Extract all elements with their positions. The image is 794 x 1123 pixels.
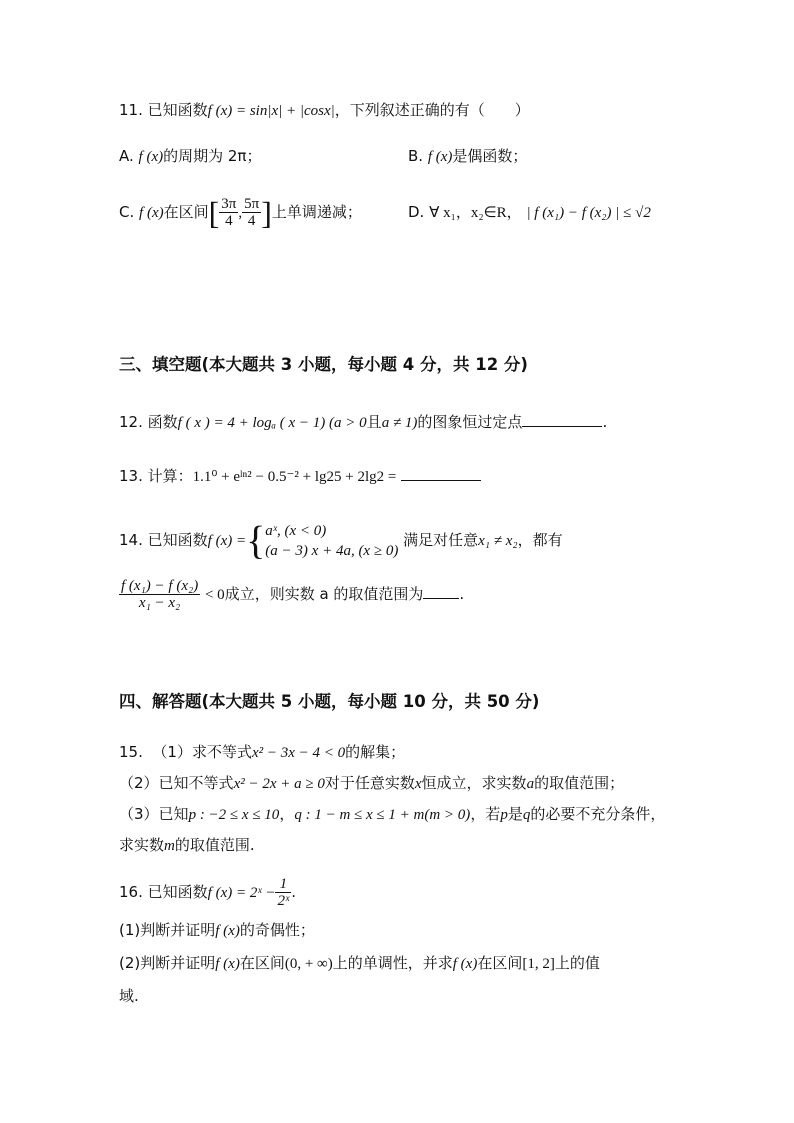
q16-pre: 已知函数 (147, 883, 208, 901)
q16-p2-post: 上的值 (554, 954, 600, 972)
q11-option-a (119, 146, 261, 167)
q11-function: f (x) = sin|x| + |cosx| (207, 103, 335, 119)
q14-frac-num: f (x₁) − f (x₂) (121, 578, 199, 594)
q16-p2-mid3: 在区间 (477, 954, 523, 972)
option-c-text1: 在区间 (163, 203, 209, 221)
q12-cond: a ≠ 1) (381, 415, 418, 431)
q15-part1 (119, 742, 405, 763)
q13-pre: 计算： (147, 467, 193, 485)
left-bracket: [ (208, 194, 220, 231)
q16-p2: (2)判断并证明 (119, 954, 216, 972)
q15-p1-math: x² − 3x − 4 < 0 (251, 745, 346, 761)
q15-p2-a: a (526, 776, 535, 792)
q14-line1 (119, 518, 563, 563)
q11-option-b (408, 146, 527, 167)
q12-function: f ( x ) = 4 + logₐ ( x − 1) (a > 0 (177, 415, 367, 431)
fraction-5pi-4: $\frac{5\pi}{4}$ (244, 196, 260, 229)
q15-p1-label: （1） (152, 743, 192, 761)
q16-number: 16. (119, 883, 143, 901)
q16-p2-fn2: f (x) (452, 956, 478, 972)
q14-line2 (119, 574, 464, 615)
q14-ineq: < 0 (204, 587, 225, 603)
q12-mid: 且 (366, 413, 382, 431)
q16-part2-line2: 域. (119, 987, 139, 1005)
q14-post3: 成立，则实数 a 的取值范围为 (224, 585, 424, 603)
q15-p3-q: q : 1 − m ≤ x ≤ 1 + m(m > 0) (294, 807, 471, 823)
q12-answer-blank[interactable] (522, 412, 602, 427)
q16-part2 (119, 953, 600, 974)
q13-answer-blank[interactable] (401, 466, 481, 481)
q15-p3-line2-m: m (164, 838, 175, 854)
q12-pre: 函数 (147, 413, 178, 431)
option-b-text: 是偶函数； (452, 147, 528, 165)
q15-p3-p: p : −2 ≤ x ≤ 10 (188, 807, 280, 823)
q16-p1: (1)判断并证明 (119, 921, 216, 939)
q16-p1-post: 的奇偶性； (239, 921, 315, 939)
q15-part3-line2 (119, 835, 255, 856)
q12-end: . (602, 413, 608, 431)
q12 (119, 412, 607, 433)
q15-p3-sep: ， (279, 805, 295, 823)
q14-pre: 已知函数 (147, 531, 208, 549)
q11-number: 11. (119, 101, 143, 119)
q14-number: 14. (119, 531, 143, 549)
option-b-label: B. (408, 147, 424, 165)
q15-p2-label: （2） (119, 774, 159, 792)
q14-fraction (119, 578, 200, 611)
q14-frac-den: x₁ − x₂ (138, 595, 181, 611)
q16-p2-interval: (0, + ∞) (284, 956, 333, 972)
q15-p2-math: x² − 2x + a ≥ 0 (233, 776, 325, 792)
q15-p2-pre: 已知不等式 (158, 774, 234, 792)
q15-p3-post2: 的必要不充分条件， (530, 805, 666, 823)
q15-number: 15. (119, 743, 143, 761)
q12-post: 的图象恒过定点 (417, 413, 523, 431)
q14-case1: aˣ, (x < 0) (265, 522, 327, 539)
q14-end: . (459, 585, 465, 603)
option-b-fn: f (x) (427, 149, 453, 165)
q15-p3-label: （3） (119, 805, 159, 823)
q14-post2: ，都有 (517, 531, 563, 549)
q14-answer-blank[interactable] (423, 584, 459, 599)
option-c-label: C. (119, 203, 135, 221)
q16-fraction (275, 876, 291, 909)
q15-part3 (119, 804, 665, 825)
q16-p2-interval2: [1, 2] (522, 956, 555, 972)
q14-cases (265, 521, 398, 561)
option-a-fn: f (x) (138, 149, 164, 165)
q15-p2-post: 的取值范围； (534, 774, 625, 792)
option-c-fn: f (x) (139, 205, 164, 221)
brace: { (246, 517, 266, 563)
q11-option-d (408, 202, 651, 223)
q15-p2-x: x (414, 776, 422, 792)
q15-p3-post: ，若 (470, 805, 501, 823)
section-4-title: 四、解答题(本大题共 5 小题，每小题 10 分，共 50 分) (119, 692, 540, 711)
q11-stem-post: ，下列叙述正确的有（ ） (334, 101, 530, 119)
q15-p3-line2-pre: 求实数 (119, 836, 165, 854)
q16-p2-mid: 在区间 (239, 954, 285, 972)
q12-number: 12. (119, 413, 143, 431)
option-d-text: ∀ x₁，x₂∈R， (429, 205, 522, 221)
q15-p2-mid2: 恒成立，求实数 (421, 774, 527, 792)
q11-stem-pre: 已知函数 (147, 101, 208, 119)
section-3-title: 三、填空题(本大题共 3 小题，每小题 4 分，共 12 分) (119, 355, 528, 374)
q15-p1-pre: 求不等式 (191, 743, 252, 761)
q16-frac-num: 1 (275, 876, 291, 893)
q16-p2-mid2: 上的单调性，并求 (332, 954, 453, 972)
q15-p2-mid: 对于任意实数 (324, 774, 415, 792)
q16-p1-fn: f (x) (215, 923, 240, 939)
option-c-text2: 上单调递减； (271, 203, 362, 221)
q16-p2-fn: f (x) (215, 956, 240, 972)
q15-part2 (119, 773, 624, 794)
q13-expression: 1.1⁰ + eˡⁿ² − 0.5⁻² + lg25 + 2lg2 = (192, 469, 397, 485)
option-d-math: | f (x₁) − f (x₂) | ≤ √2 (526, 205, 651, 221)
fraction-3pi-4: $\frac{3\pi}{4}$ (221, 196, 237, 229)
q11-option-c: C. f (x)在区间[ $\frac{3\pi}{4}$ , $\frac{5\pi}{4}$ ]上单调递减； (119, 194, 362, 231)
q16-frac-den: 2ˣ (277, 893, 290, 909)
q13-number: 13. (119, 467, 143, 485)
q14-case2: (a − 3) x + 4a, (x ≥ 0) (265, 542, 399, 559)
q15-p3-pre: 已知 (158, 805, 189, 823)
option-a-label: A. (119, 147, 134, 165)
q13 (119, 466, 481, 487)
q15-p3-line2-post: 的取值范围. (174, 836, 255, 854)
q16-part1 (119, 920, 315, 941)
q14-function: f (x) = (207, 533, 247, 549)
q15-p3-is: 是 (507, 805, 523, 823)
q16-stem (119, 874, 296, 911)
q16-function: f (x) = 2ˣ − (207, 885, 276, 901)
option-d-label: D. (408, 203, 425, 221)
q15-p3-pp: p (500, 807, 508, 823)
q14-post1: 满足对任意 (403, 531, 479, 549)
q15-p1-post: 的解集； (345, 743, 406, 761)
q11-stem (119, 100, 530, 121)
q14-cond: x₁ ≠ x₂ (478, 533, 518, 549)
right-bracket: ] (261, 194, 272, 231)
q16-end: . (291, 883, 296, 901)
option-a-text: 的周期为 2π； (163, 147, 262, 165)
q15-p3-qq: q (522, 807, 531, 823)
